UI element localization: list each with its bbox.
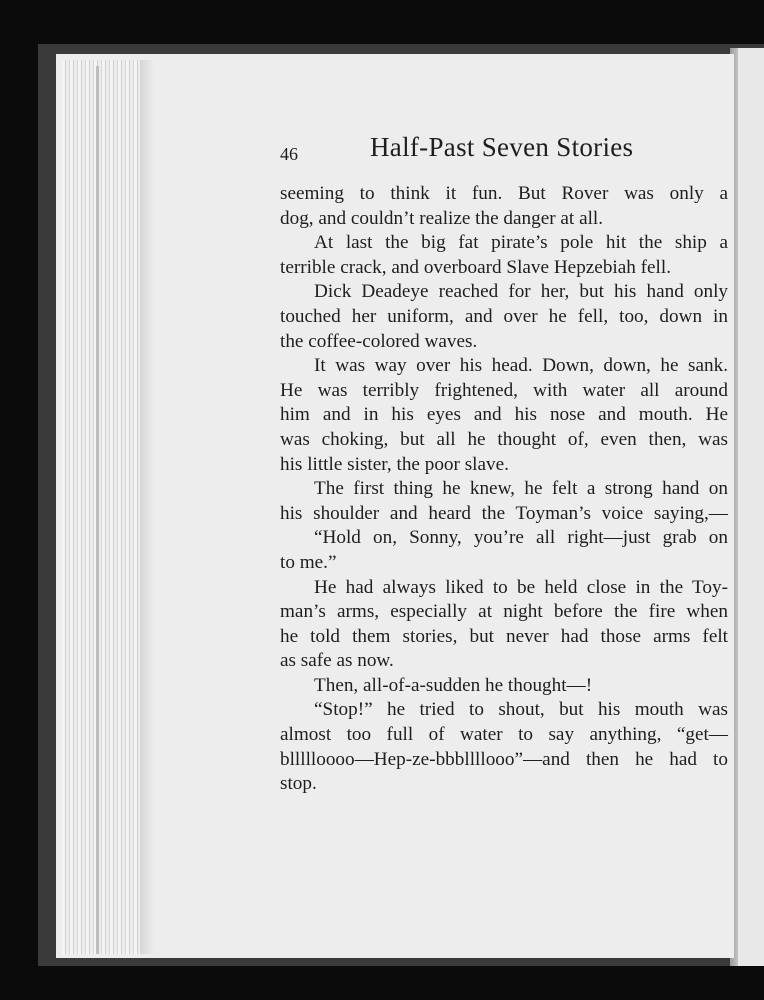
text-line: bllllloooo—Hep-ze-bbbllllooo”—and then he had to xyxy=(280,748,728,770)
text-line: dog, and couldn’t realize the danger at all. xyxy=(280,207,604,229)
gutter-line xyxy=(96,66,99,954)
text-line: his little sister, the poor slave. xyxy=(280,453,509,475)
paragraph xyxy=(280,674,728,699)
text-line: It was way over his head. Down, down, he sank. xyxy=(314,355,728,377)
text-line: man’s arms, especially at night before the fire when xyxy=(280,601,728,623)
text-line: “Hold on, Sonny, you’re all right—just grab on xyxy=(314,527,728,549)
text-line: almost too full of water to say anything, “get— xyxy=(280,724,728,746)
paragraph xyxy=(280,698,728,796)
text-line: “Stop!” he tried to shout, but his mouth was xyxy=(314,699,728,721)
text-line: him and in his eyes and his nose and mouth. He xyxy=(280,404,728,426)
paragraph xyxy=(280,354,728,477)
text-line: terrible crack, and overboard Slave Hepzebiah fell. xyxy=(280,256,672,278)
page-edge-shadow xyxy=(140,60,154,954)
text-line: He had always liked to be held close in the Toy- xyxy=(314,576,728,598)
text-line: stop. xyxy=(280,773,317,795)
text-line: the coffee-colored waves. xyxy=(280,330,478,352)
page-number: 46 xyxy=(280,144,298,164)
text-line: He was terribly frightened, with water all around xyxy=(280,379,728,401)
paragraph xyxy=(280,576,728,674)
paragraph xyxy=(280,526,728,575)
text-block xyxy=(280,132,728,797)
running-title: Half-Past Seven Stories xyxy=(370,132,634,162)
stacked-page-edges xyxy=(62,60,150,954)
paragraph xyxy=(280,280,728,354)
text-line: Dick Deadeye reached for her, but his hand only xyxy=(314,281,728,303)
facing-page-edge xyxy=(738,48,764,966)
text-line: was choking, but all he thought of, even then, was xyxy=(280,428,728,450)
page-header xyxy=(280,132,728,180)
text-line: At last the big fat pirate’s pole hit the ship a xyxy=(314,232,728,254)
text-line: Then, all-of-a-sudden he thought—! xyxy=(314,674,593,696)
body-text xyxy=(280,182,728,797)
text-line: as safe as now. xyxy=(280,650,394,672)
text-line: his shoulder and heard the Toyman’s voice saying,— xyxy=(280,502,728,524)
paragraph xyxy=(280,231,728,280)
text-line: The first thing he knew, he felt a strong hand on xyxy=(314,478,728,500)
text-line: seeming to think it fun. But Rover was only a xyxy=(280,183,728,204)
paragraph xyxy=(280,182,728,231)
text-line: touched her uniform, and over he fell, too, down in xyxy=(280,305,728,327)
text-line: he told them stories, but never had those arms felt xyxy=(280,625,728,647)
text-line: to me.” xyxy=(280,551,337,573)
paragraph xyxy=(280,477,728,526)
